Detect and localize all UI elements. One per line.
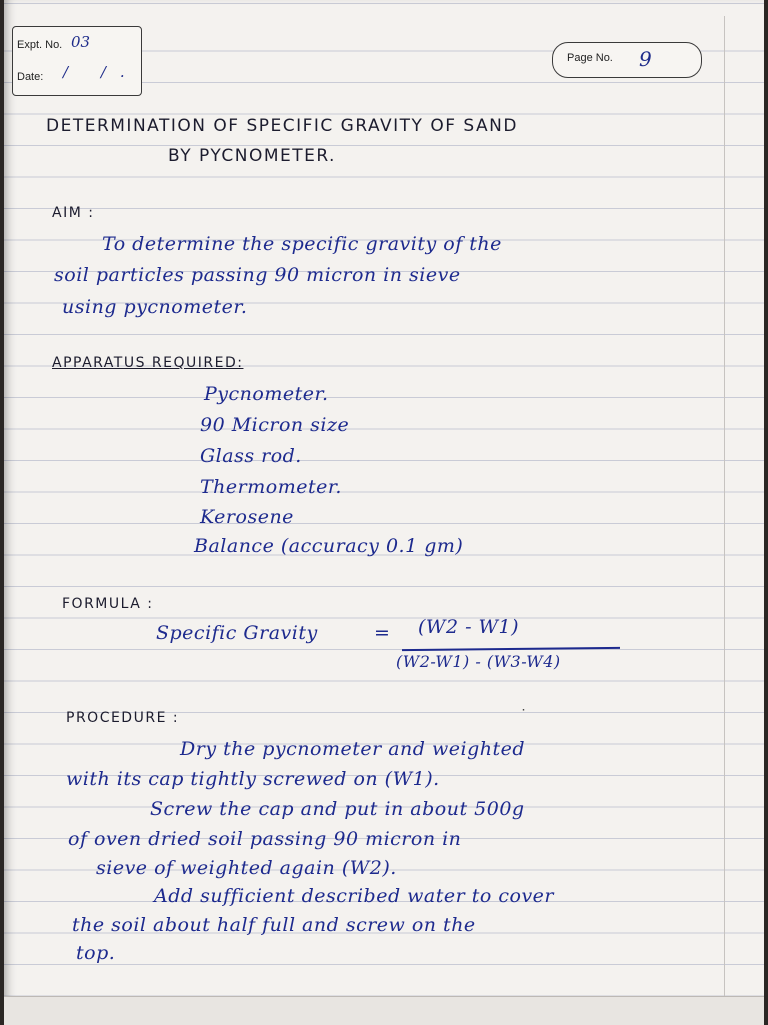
procedure-line: of oven dried soil passing 90 micron in (68, 828, 462, 850)
margin-line (724, 16, 725, 1016)
procedure-line: with its cap tightly screwed on (W1). (66, 768, 440, 790)
apparatus-item: Kerosene (200, 506, 294, 528)
procedure-line: Screw the cap and put in about 500g (150, 798, 525, 820)
expt-no-value: 03 (71, 33, 91, 51)
apparatus-item: 90 Micron size (200, 414, 350, 436)
procedure-line: Dry the pycnometer and weighted (180, 738, 526, 760)
aim-line: soil particles passing 90 micron in sieve (54, 264, 461, 286)
apparatus-heading: APPARATUS REQUIRED: (52, 355, 244, 371)
procedure-line: the soil about half full and screw on the (72, 914, 476, 936)
apparatus-item: Pycnometer. (204, 383, 329, 405)
apparatus-item: Glass rod. (200, 445, 302, 467)
formula-numerator: (W2 - W1) (418, 616, 520, 638)
experiment-info-box (12, 26, 142, 96)
aim-heading: AIM : (52, 205, 95, 221)
apparatus-item: Thermometer. (200, 476, 342, 498)
title-line-2: BY PYCNOMETER. (168, 146, 336, 166)
procedure-heading: PROCEDURE : (66, 710, 180, 726)
formula-equals: = (374, 622, 391, 644)
page-bottom-edge (4, 996, 764, 1025)
date-label: Date: (17, 71, 44, 83)
page-no-label: Page No. (567, 52, 613, 64)
date-value: / /. (63, 63, 139, 81)
aim-line: To determine the specific gravity of the (102, 233, 502, 255)
title-line-1: DETERMINATION OF SPECIFIC GRAVITY OF SAND (46, 116, 518, 136)
aim-line: using pycnometer. (62, 296, 248, 318)
page-no-value: 9 (639, 47, 652, 71)
procedure-line: sieve of weighted again (W2). (96, 857, 397, 879)
formula-heading: FORMULA : (62, 596, 154, 612)
notebook-page (4, 0, 764, 1024)
procedure-line: top. (76, 942, 116, 964)
expt-no-label: Expt. No. (17, 39, 63, 51)
procedure-line: Add sufficient described water to cover (154, 885, 555, 907)
formula-lhs: Specific Gravity (156, 622, 318, 644)
formula-denominator: (W2-W1) - (W3-W4) (396, 652, 561, 671)
page-number-box (552, 42, 702, 78)
stray-mark: ˙ (520, 708, 527, 724)
apparatus-item: Balance (accuracy 0.1 gm) (194, 535, 464, 557)
fraction-bar (402, 647, 620, 651)
